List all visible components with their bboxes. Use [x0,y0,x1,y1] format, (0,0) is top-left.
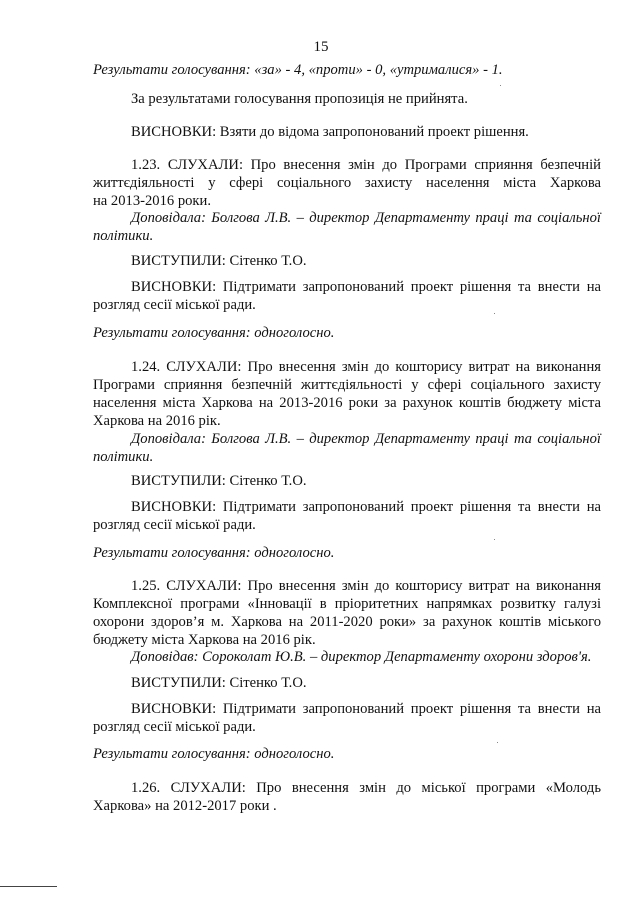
item-1-24-heard-line-4: Харкова на 2016 рік. [93,413,221,429]
item-1-26-heard [93,779,601,815]
item-1-23-speaker-line-2: політики. [93,228,154,244]
item-1-24-conclusion-line-2: розгляд сесії міської ради. [93,517,256,533]
item-1-25-conclusion-line-2: розгляд сесії міської ради. [93,719,256,735]
item-1-25-speaker: Доповідав: Сороколат Ю.В. – директор Департаменту охорони здоров'я. [131,649,592,665]
item-1-24-heard-line-2: Програми сприяння безпечній життєдіяльності у сфері соціального захисту [93,377,601,393]
item-1-24-speaker-line-2: політики. [93,449,154,465]
scan-speck [497,742,498,743]
vote-result-previous: Результати голосування: «за» - 4, «проти» - 0, «утрималися» - 1. [93,62,503,78]
item-1-24-heard [93,358,601,430]
item-1-23-heard-line-2: життєдіяльності у сфері соціального захисту населення міста Харкова [93,175,601,191]
item-1-23-conclusion-line-2: розгляд сесії міської ради. [93,297,256,313]
item-1-23-heard-line-1: 1.23. СЛУХАЛИ: Про внесення змін до Програми сприяння безпечній [131,157,601,173]
item-1-24-heard-line-3: населення міста Харкова на 2013-2016 роки за рахунок коштів бюджету міста [93,395,601,411]
item-1-25-vote: Результати голосування: одноголосно. [93,746,335,762]
item-1-25-spoke: ВИСТУПИЛИ: Сітенко Т.О. [131,675,307,691]
item-1-24-conclusion-line-1: ВИСНОВКИ: Підтримати запропонований проект рішення та внести на [131,499,601,515]
item-1-23-spoke: ВИСТУПИЛИ: Сітенко Т.О. [131,253,307,269]
scan-speck [494,313,495,314]
item-1-25-heard-line-4: бюджету міста Харкова на 2016 рік. [93,632,316,648]
item-1-23-speaker [93,209,601,245]
scan-speck [500,85,501,86]
item-1-25-heard-line-2: Комплексної програми «Інновації в пріоритетних напрямках розвитку галузі [93,596,601,612]
item-1-25-heard-line-3: охорони здоров’я м. Харкова на 2011-2020 роки» за рахунок коштів міського [93,614,601,630]
item-1-25-heard [93,577,601,649]
item-1-26-heard-line-2: Харкова» на 2012-2017 роки . [93,798,277,814]
item-1-24-spoke: ВИСТУПИЛИ: Сітенко Т.О. [131,473,307,489]
item-1-25-heard-line-1: 1.25. СЛУХАЛИ: Про внесення змін до кошторису витрат на виконання [131,578,601,594]
item-1-24-speaker-line-1: Доповідала: Болгова Л.В. – директор Департаменту праці та соціальної [131,431,601,447]
item-1-23-speaker-line-1: Доповідала: Болгова Л.В. – директор Департаменту праці та соціальної [131,210,601,226]
item-1-23-conclusion-line-1: ВИСНОВКИ: Підтримати запропонований проект рішення та внести на [131,279,601,295]
conclusion-previous: ВИСНОВКИ: Взяти до відома запропонований проект рішення. [131,124,529,140]
item-1-23-conclusion [93,278,601,314]
item-1-24-speaker [93,430,601,466]
item-1-23-vote: Результати голосування: одноголосно. [93,325,335,341]
item-1-24-conclusion [93,498,601,534]
item-1-24-heard-line-1: 1.24. СЛУХАЛИ: Про внесення змін до кошторису витрат на виконання [131,359,601,375]
item-1-26-heard-line-1: 1.26. СЛУХАЛИ: Про внесення змін до міської програми «Молодь [131,780,601,796]
item-1-23-heard [93,156,601,210]
item-1-24-vote: Результати голосування: одноголосно. [93,545,335,561]
item-1-23-heard-line-3: на 2013-2016 роки. [93,193,211,209]
item-1-25-conclusion [93,700,601,736]
scan-speck [494,539,495,540]
page-number: 15 [313,39,329,55]
item-1-25-conclusion-line-1: ВИСНОВКИ: Підтримати запропонований проект рішення та внести на [131,701,601,717]
vote-outcome-previous: За результатами голосування пропозиція не прийнята. [131,91,468,107]
footer-rule [0,886,57,887]
